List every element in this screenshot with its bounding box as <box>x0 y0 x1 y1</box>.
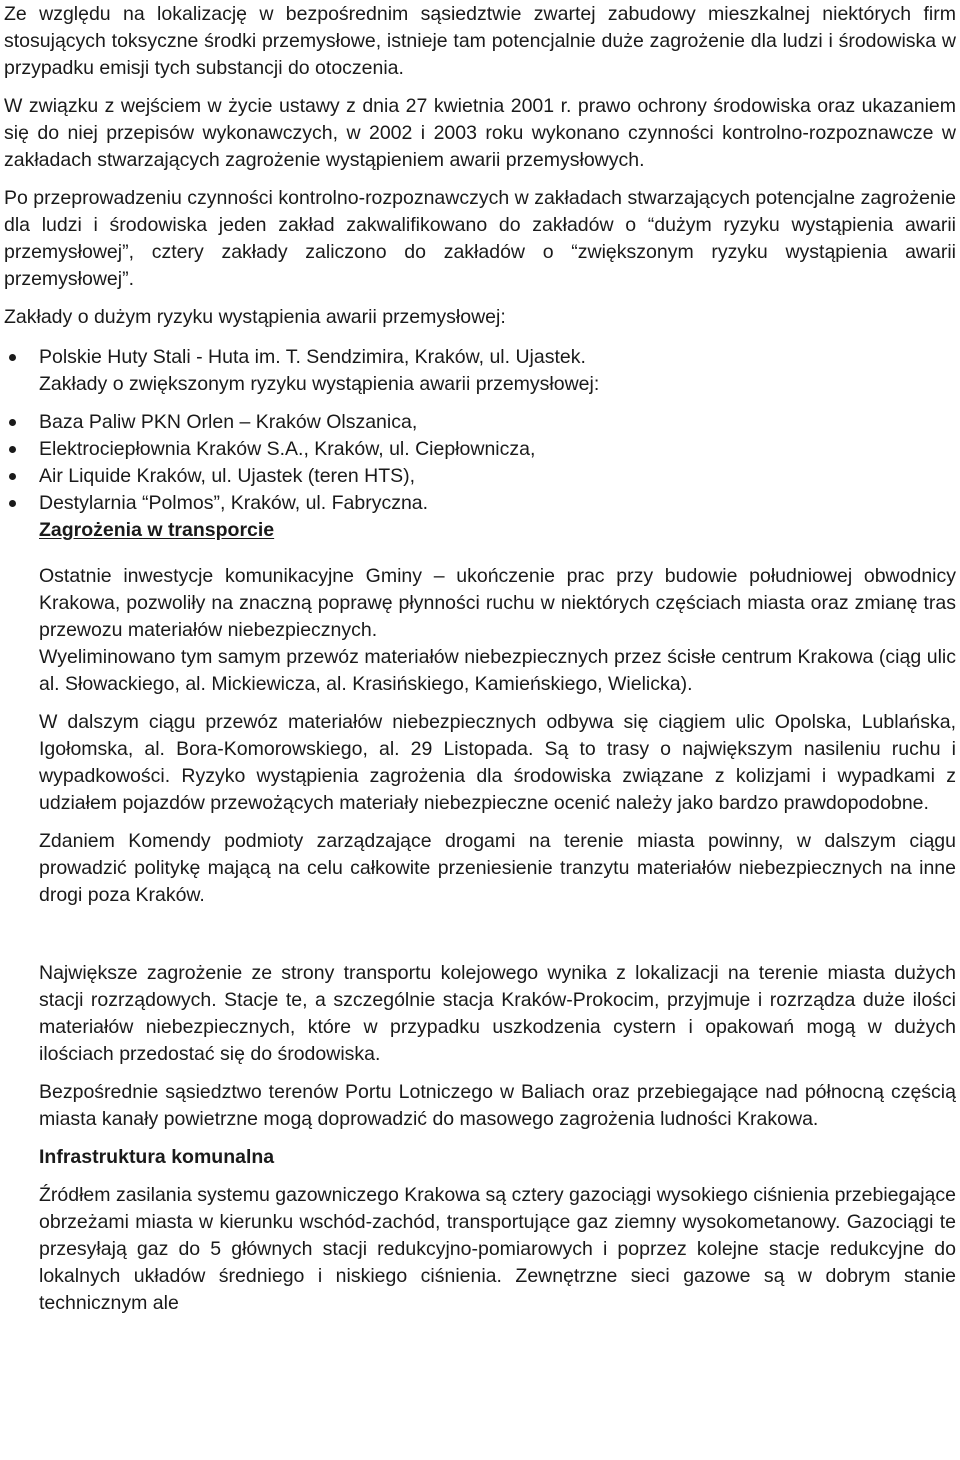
transport-paragraph-2: Wyeliminowano tym samym przewóz materiałów niebezpiecznych przez ścisłe centrum Krakowa (ciąg ulic al. Słowackiego, al. Mickiewicza, al. Krasińskiego, Kamieńskiego, Wielicka). <box>39 646 956 695</box>
airport-paragraph: Bezpośrednie sąsiedztwo terenów Portu Lotniczego w Baliach oraz przebiegające nad północną częścią miasta kanały powietrzne mogą doprowadzić do masowego zagrożenia ludności Krakowa. <box>39 1081 956 1130</box>
increased-risk-list <box>4 409 956 517</box>
list-item: Baza Paliw PKN Orlen – Kraków Olszanica, <box>4 409 956 436</box>
transport-heading: Zagrożenia w transporcie <box>39 519 275 541</box>
transport-paragraph-1: Ostatnie inwestycje komunikacyjne Gminy – ukończenie prac przy budowie południowej obwodnicy Krakowa, pozwoliły na znaczną poprawę płynności ruchu w niektórych częściach miasta oraz zmianę tras przewozu materiałów niebezpiecznych. <box>39 565 956 641</box>
document-page <box>4 1 956 1317</box>
inspection-paragraph: Po przeprowadzeniu czynności kontrolno-rozpoznawczych w zakładach stwarzających potencjalne zagrożenie dla ludzi i środowiska jeden zakład zakwalifikowano do zakładów o “dużym ryzyku wystąpienia awarii przemysłowej”, cztery zakłady zaliczono do zakładów o “zwiększonym ryzyku wystąpienia awarii przemysłowej”. <box>4 187 956 290</box>
list-item: Destylarnia “Polmos”, Kraków, ul. Fabryczna. <box>4 490 956 517</box>
gas-paragraph: Źródłem zasilania systemu gazowniczego Krakowa są cztery gazociągi wysokiego ciśnienia przebiegające obrzeżami miasta w kierunku wschód-zachód, transportujące gaz ziemny wysokometanowy. Gazociągi te przesyłają gaz do 5 głównych stacji redukcyjno-pomiarowych i poprzez kolejne stacje redukcyjne do lokalnych układów średniego i niskiego ciśnienia. Zewnętrzne sieci gazowe są w dobrym stanie technicznym ale <box>39 1184 956 1314</box>
increased-risk-label: Zakłady o zwiększonym ryzyku wystąpienia awarii przemysłowej: <box>39 373 600 395</box>
high-risk-list <box>4 344 956 371</box>
infrastructure-heading: Infrastruktura komunalna <box>39 1146 275 1168</box>
intro-paragraph: Ze względu na lokalizację w bezpośrednim sąsiedztwie zwartej zabudowy mieszkalnej niektórych firm stosujących toksyczne środki przemysłowe, istnieje tam potencjalnie duże zagrożenie dla ludzi i środowiska w przypadku emisji tych substancji do otoczenia. <box>4 3 956 79</box>
transport-paragraph-3: W dalszym ciągu przewóz materiałów niebezpiecznych odbywa się ciągiem ulic Opolska, Lublańska, Igołomska, al. Bora-Komorowskiego, al. 29 Listopada. Są to trasy o największym nasileniu ruchu i wypadkowości. Ryzyko wystąpienia zagrożenia dla środowiska związane z kolizjami i wypadkami z udziałem pojazdów przewożących materiały niebezpieczne ocenić należy jako bardzo prawdopodobne. <box>39 711 956 814</box>
rail-paragraph: Największe zagrożenie ze strony transportu kolejowego wynika z lokalizacji na terenie miasta dużych stacji rozrządowych. Stacje te, a szczególnie stacja Kraków-Prokocim, przyjmuje i rozrządza duże ilości materiałów niebezpiecznych, które w przypadku uszkodzenia cystern i opakowań mogą w dużych ilościach przedostać się do środowiska. <box>39 962 956 1065</box>
list-item: Polskie Huty Stali - Huta im. T. Sendzimira, Kraków, ul. Ujastek. <box>4 344 956 371</box>
transport-paragraph-4: Zdaniem Komendy podmioty zarządzające drogami na terenie miasta powinny, w dalszym ciągu prowadzić politykę mającą na celu całkowite przeniesienie tranzytu materiałów niebezpiecznych na inne drogi poza Kraków. <box>39 830 956 906</box>
high-risk-label: Zakłady o dużym ryzyku wystąpienia awarii przemysłowej: <box>4 306 506 328</box>
list-item: Elektrociepłownia Kraków S.A., Kraków, ul. Ciepłownicza, <box>4 436 956 463</box>
list-item: Air Liquide Kraków, ul. Ujastek (teren HTS), <box>4 463 956 490</box>
legal-paragraph: W związku z wejściem w życie ustawy z dnia 27 kwietnia 2001 r. prawo ochrony środowiska oraz ukazaniem się do niej przepisów wykonawczych, w 2002 i 2003 roku wykonano czynności kontrolno-rozpoznawcze w zakładach stwarzających zagrożenie wystąpieniem awarii przemysłowych. <box>4 95 956 171</box>
